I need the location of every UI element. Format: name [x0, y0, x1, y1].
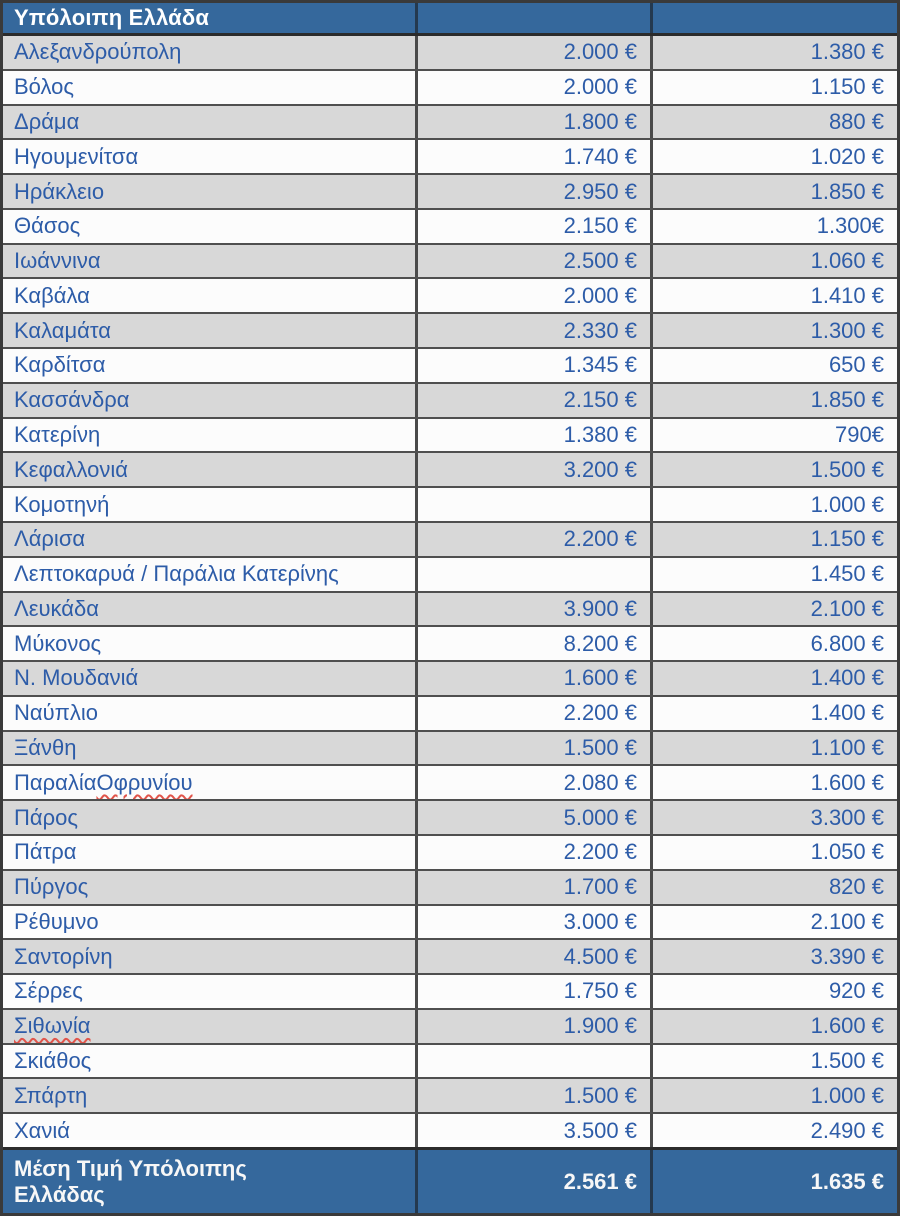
- table-row: [3, 106, 897, 141]
- spellcheck-underlined-word: Οφρυνίου: [96, 769, 193, 795]
- city-cell: Καρδίτσα: [14, 352, 106, 378]
- price1-cell: 3.000 €: [415, 906, 650, 939]
- price1-cell: 2.000 €: [415, 279, 650, 312]
- price1-cell: 2.080 €: [415, 766, 650, 799]
- city-cell: Κεφαλλονιά: [14, 456, 128, 482]
- price2-cell: 1.150 €: [650, 523, 897, 556]
- table-row: [3, 175, 897, 210]
- footer-average-price1: 2.561 €: [415, 1150, 650, 1213]
- table-row: [3, 71, 897, 106]
- price1-cell: [415, 1045, 650, 1078]
- table-title: Υπόλοιπη Ελλάδα: [14, 5, 210, 30]
- header-price1-cell: [415, 3, 650, 33]
- price2-cell: 1.060 €: [650, 245, 897, 278]
- price2-cell: 1.600 €: [650, 1010, 897, 1043]
- price2-cell: 2.490 €: [650, 1114, 897, 1147]
- table-row: [3, 975, 897, 1010]
- city-cell: [3, 1010, 415, 1043]
- price2-cell: 650 €: [650, 349, 897, 382]
- price2-cell: 1.400 €: [650, 662, 897, 695]
- price2-cell: 1.400 €: [650, 697, 897, 730]
- city-cell: Πάτρα: [14, 839, 77, 865]
- price1-cell: 1.700 €: [415, 871, 650, 904]
- price2-cell: 1.300 €: [650, 314, 897, 347]
- city-cell: Ρέθυμνο: [14, 908, 99, 934]
- table-row: [3, 906, 897, 941]
- price2-cell: 1.450 €: [650, 558, 897, 591]
- table-row: [3, 801, 897, 836]
- city-cell: Ηράκλειο: [14, 178, 105, 204]
- table-row: [3, 940, 897, 975]
- table-header-row: [3, 3, 897, 36]
- price1-cell: 8.200 €: [415, 627, 650, 660]
- price2-cell: 2.100 €: [650, 906, 897, 939]
- price2-cell: 880 €: [650, 106, 897, 139]
- city-cell: Σπάρτη: [14, 1082, 88, 1108]
- price2-cell: 1.000 €: [650, 488, 897, 521]
- price1-cell: 2.200 €: [415, 523, 650, 556]
- price2-cell: 1.020 €: [650, 140, 897, 173]
- table-row: [3, 558, 897, 593]
- price1-cell: 3.900 €: [415, 593, 650, 626]
- city-cell: Σαντορίνη: [14, 943, 113, 969]
- city-cell: Κατερίνη: [14, 421, 101, 447]
- table-row: [3, 488, 897, 523]
- table-row: [3, 210, 897, 245]
- price1-cell: 2.200 €: [415, 836, 650, 869]
- table-row: [3, 662, 897, 697]
- price1-cell: 3.200 €: [415, 453, 650, 486]
- price2-cell: 1.000 €: [650, 1079, 897, 1112]
- price1-cell: 2.330 €: [415, 314, 650, 347]
- footer-label: Μέση Τιμή Υπόλοιπης Ελλάδας: [14, 1155, 247, 1207]
- price1-cell: 2.150 €: [415, 210, 650, 243]
- table-row: [3, 245, 897, 280]
- city-cell: Αλεξανδρούπολη: [14, 39, 182, 65]
- price2-cell: 3.390 €: [650, 940, 897, 973]
- price1-cell: 1.900 €: [415, 1010, 650, 1043]
- table-row: [3, 1010, 897, 1045]
- table-row: [3, 627, 897, 662]
- footer-average-price2: 1.635 €: [650, 1150, 897, 1213]
- price2-cell: 1.500 €: [650, 453, 897, 486]
- price1-cell: [415, 558, 650, 591]
- table-row: [3, 314, 897, 349]
- city-cell: Καλαμάτα: [14, 317, 112, 343]
- price1-cell: 4.500 €: [415, 940, 650, 973]
- table-row: [3, 384, 897, 419]
- price1-cell: 1.380 €: [415, 419, 650, 452]
- price1-cell: 2.950 €: [415, 175, 650, 208]
- city-cell: Δράμα: [14, 108, 80, 134]
- table-footer-row: [3, 1147, 897, 1213]
- table-row: [3, 1079, 897, 1114]
- price1-cell: 2.150 €: [415, 384, 650, 417]
- price1-cell: [415, 488, 650, 521]
- price2-cell: 6.800 €: [650, 627, 897, 660]
- price1-cell: 1.500 €: [415, 1079, 650, 1112]
- city-cell: Παραλία Οφρυνίου: [14, 769, 193, 795]
- table-row: [3, 766, 897, 801]
- table-row: [3, 349, 897, 384]
- price2-cell: 2.100 €: [650, 593, 897, 626]
- table-row: [3, 593, 897, 628]
- city-cell: Ναύπλιο: [14, 700, 98, 726]
- price2-cell: 1.500 €: [650, 1045, 897, 1078]
- price2-cell: 1.150 €: [650, 71, 897, 104]
- table-row: [3, 36, 897, 71]
- table-row: [3, 697, 897, 732]
- price2-cell: 1.850 €: [650, 384, 897, 417]
- city-cell: Κομοτηνή: [14, 491, 110, 517]
- city-cell: Λάρισα: [14, 526, 86, 552]
- city-cell: Βόλος: [14, 74, 74, 100]
- price2-cell: 1.380 €: [650, 36, 897, 69]
- table-row: [3, 419, 897, 454]
- price2-cell: 820 €: [650, 871, 897, 904]
- city-cell: Ν. Μουδανιά: [14, 665, 139, 691]
- city-cell: Πάρος: [14, 804, 78, 830]
- city-cell: Σκιάθος: [14, 1048, 92, 1074]
- city-cell: Ηγουμενίτσα: [14, 143, 139, 169]
- footer-label-cell: [3, 1150, 415, 1213]
- city-cell: Πύργος: [14, 874, 89, 900]
- price1-cell: 2.000 €: [415, 36, 650, 69]
- price2-cell: 1.300€: [650, 210, 897, 243]
- price1-cell: 5.000 €: [415, 801, 650, 834]
- table-row: [3, 836, 897, 871]
- table-row: [3, 279, 897, 314]
- price1-cell: 1.345 €: [415, 349, 650, 382]
- price1-cell: 2.500 €: [415, 245, 650, 278]
- table-row: [3, 1114, 897, 1147]
- city-cell: Θάσος: [14, 213, 81, 239]
- table-row: [3, 1045, 897, 1080]
- city-cell: Ξάνθη: [14, 735, 77, 761]
- price1-cell: 2.200 €: [415, 697, 650, 730]
- price2-cell: 1.100 €: [650, 732, 897, 765]
- price2-cell: 3.300 €: [650, 801, 897, 834]
- price1-cell: 1.600 €: [415, 662, 650, 695]
- city-cell: Λεπτοκαρυά / Παράλια Κατερίνης: [14, 561, 339, 587]
- price1-cell: 1.740 €: [415, 140, 650, 173]
- price1-cell: 2.000 €: [415, 71, 650, 104]
- table-row: [3, 453, 897, 488]
- table-row: [3, 732, 897, 767]
- price1-cell: 1.750 €: [415, 975, 650, 1008]
- header-price2-cell: [650, 3, 897, 33]
- city-cell: Σέρρες: [14, 978, 83, 1004]
- city-cell: Κασσάνδρα: [14, 387, 130, 413]
- city-cell: Μύκονος: [14, 630, 102, 656]
- price2-cell: 1.050 €: [650, 836, 897, 869]
- city-cell: Ιωάννινα: [14, 248, 101, 274]
- city-cell: Καβάλα: [14, 282, 90, 308]
- price1-cell: 1.500 €: [415, 732, 650, 765]
- price1-cell: 3.500 €: [415, 1114, 650, 1147]
- price2-cell: 1.410 €: [650, 279, 897, 312]
- city-cell: Χανιά: [14, 1117, 70, 1143]
- table-row: [3, 140, 897, 175]
- table-row: [3, 871, 897, 906]
- table-body: [3, 36, 897, 1147]
- table-row: [3, 523, 897, 558]
- price2-cell: 1.600 €: [650, 766, 897, 799]
- price2-cell: 790€: [650, 419, 897, 452]
- city-cell: Λευκάδα: [14, 595, 99, 621]
- price1-cell: 1.800 €: [415, 106, 650, 139]
- price2-cell: 920 €: [650, 975, 897, 1008]
- spellcheck-underlined-word: Σιθωνία: [14, 1013, 91, 1039]
- price2-cell: 1.850 €: [650, 175, 897, 208]
